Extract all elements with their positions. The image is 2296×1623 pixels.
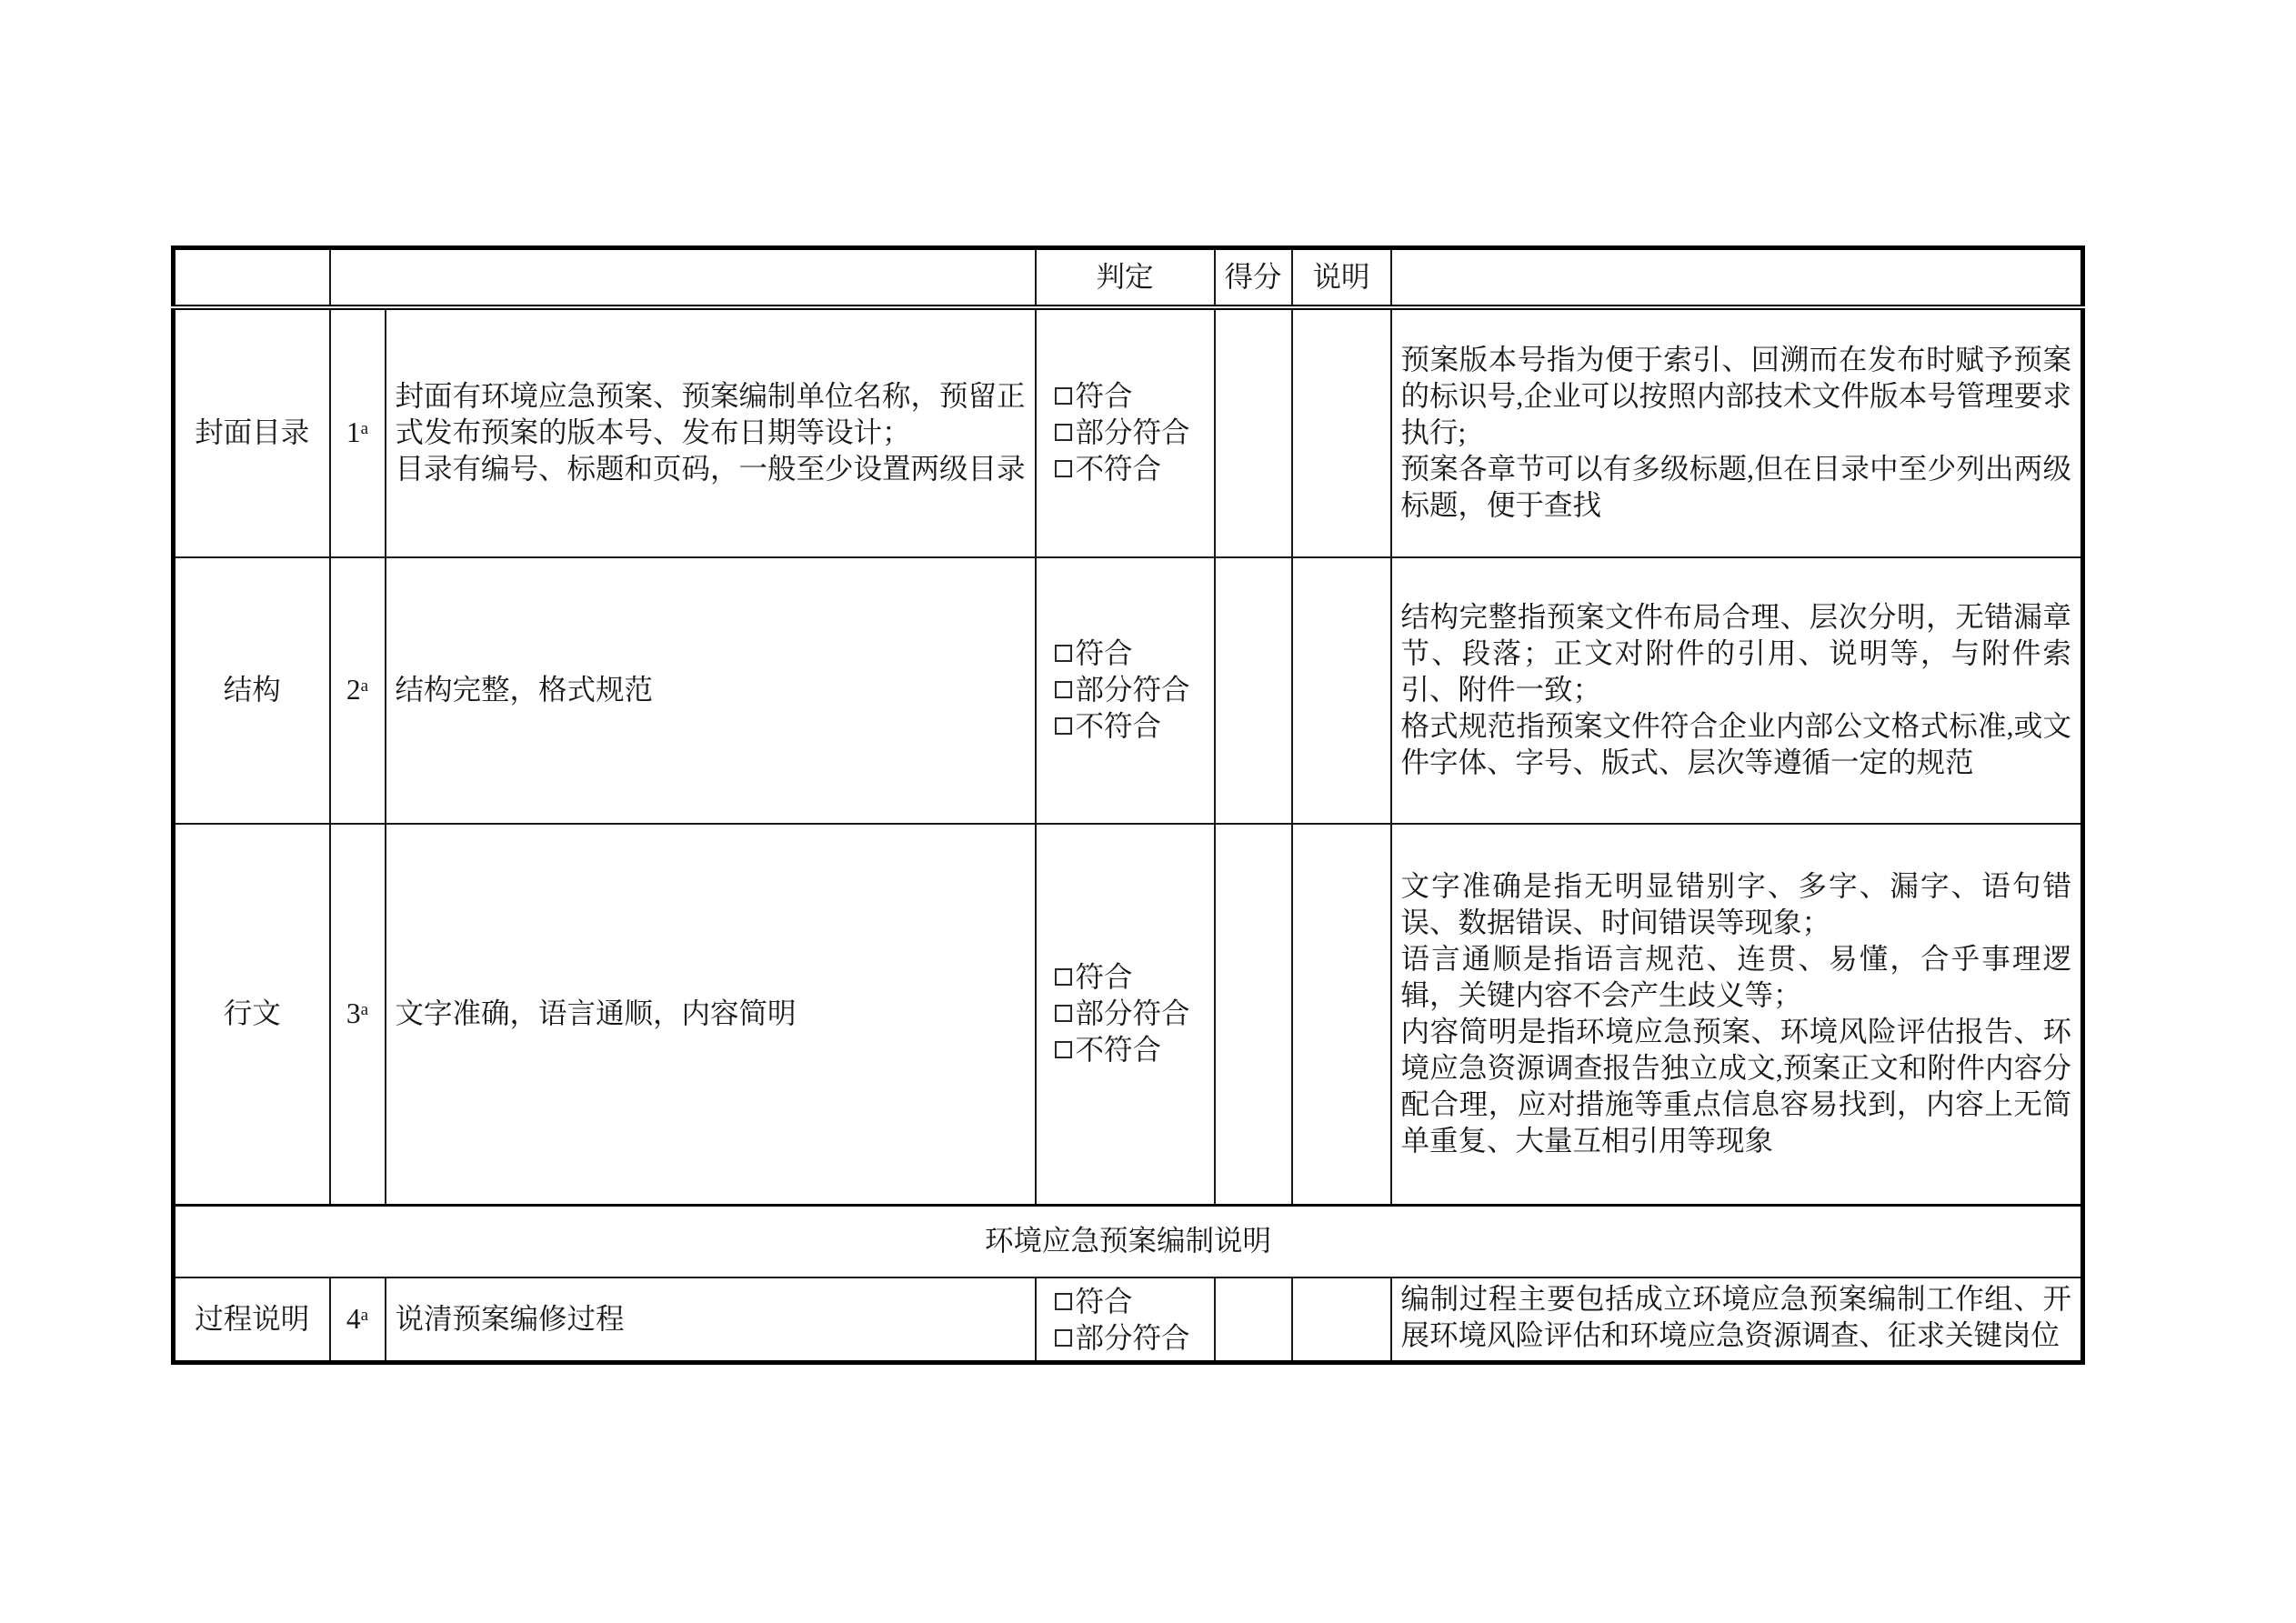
row-category: 封面目录: [174, 307, 330, 557]
checkbox-icon[interactable]: [1055, 1293, 1072, 1310]
judgment-option-label: 符合: [1075, 637, 1133, 669]
header-description-blank: [330, 248, 1036, 307]
remark-cell: [1391, 824, 2083, 1206]
checkbox-icon[interactable]: [1055, 424, 1072, 441]
remark-paragraph: 内容简明是指环境应急预案、环境风险评估报告、环境应急资源调查报告独立成文,预案正文和附件内容分配合理，应对措施等重点信息容易找到，内容上无简单重复、大量互相引用等现象: [1400, 1016, 2071, 1157]
row-number-superscript: a: [360, 676, 369, 696]
row-number-value: 2: [346, 674, 361, 706]
header-category-blank: [174, 248, 330, 307]
row-description: [386, 824, 1036, 1206]
judgment-option: [1055, 451, 1214, 487]
checkbox-icon[interactable]: [1055, 681, 1072, 698]
checkbox-icon[interactable]: [1055, 645, 1072, 662]
table-row: [174, 824, 2083, 1206]
note-cell: [1292, 824, 1391, 1206]
remark-paragraph: 预案版本号指为便于索引、回溯而在发布时赋予预案的标识号,企业可以按照内部技术文件版本号管理要求执行;: [1400, 344, 2071, 448]
judgment-options: [1036, 824, 1215, 1206]
score-cell: [1215, 1277, 1292, 1363]
remark-paragraph: 格式规范指预案文件符合企业内部公文格式标准,或文件字体、字号、版式、层次等遵循一定的规范: [1400, 710, 2071, 778]
row-category: 行文: [174, 824, 330, 1206]
table-row: [174, 557, 2083, 824]
row-number: [330, 1277, 386, 1363]
row-description: [386, 557, 1036, 824]
score-cell: [1215, 557, 1292, 824]
note-cell: [1292, 557, 1391, 824]
judgment-option: [1055, 636, 1214, 672]
judgment-option-label: 符合: [1075, 961, 1133, 994]
judgment-option: [1055, 415, 1214, 451]
checkbox-icon[interactable]: [1055, 1041, 1072, 1058]
remark-cell: [1391, 1277, 2083, 1363]
checkbox-icon[interactable]: [1055, 460, 1072, 477]
description-paragraph: 封面有环境应急预案、预案编制单位名称，预留正式发布预案的版本号、发布日期等设计；: [395, 380, 1026, 448]
remark-paragraph: 编制过程主要包括成立环境应急预案编制工作组、开展环境风险评估和环境应急资源调查、征求关键岗位: [1400, 1282, 2071, 1351]
row-category: 结构: [174, 557, 330, 824]
judgment-option-label: 部分符合: [1075, 674, 1190, 706]
header-row: [174, 248, 2083, 307]
judgment-option-label: 不符合: [1075, 1034, 1162, 1067]
row-number: [330, 824, 386, 1206]
row-description: [386, 1277, 1036, 1363]
remark-paragraph: 预案各章节可以有多级标题,但在目录中至少列出两级标题，便于查找: [1400, 453, 2071, 521]
judgment-option-label: 部分符合: [1075, 1321, 1190, 1354]
section-title: 环境应急预案编制说明: [174, 1206, 2083, 1277]
remark-paragraph: 结构完整指预案文件布局合理、层次分明，无错漏章节、段落；正文对附件的引用、说明等，与附件索引、附件一致；: [1400, 601, 2071, 706]
header-note: 说明: [1292, 248, 1391, 307]
row-number-superscript: a: [360, 1305, 369, 1325]
section-row: [174, 1206, 2083, 1277]
judgment-option: [1055, 1320, 1214, 1357]
note-cell: [1292, 307, 1391, 557]
judgment-options: [1036, 307, 1215, 557]
judgment-option: [1055, 959, 1214, 996]
judgment-option: [1055, 1032, 1214, 1068]
row-number: [330, 557, 386, 824]
judgment-option: [1055, 672, 1214, 708]
judgment-option: [1055, 708, 1214, 745]
checkbox-icon[interactable]: [1055, 387, 1072, 405]
description-paragraph: 目录有编号、标题和页码，一般至少设置两级目录: [395, 453, 1026, 485]
assessment-table: [171, 245, 2085, 1365]
remark-paragraph: 文字准确是指无明显错别字、多字、漏字、语句错误、数据错误、时间错误等现象；: [1400, 870, 2071, 939]
checkbox-icon[interactable]: [1055, 717, 1072, 735]
row-description: [386, 307, 1036, 557]
header-judgment: 判定: [1036, 248, 1215, 307]
judgment-option: [1055, 378, 1214, 415]
row-number-superscript: a: [360, 1000, 369, 1020]
header-remark-blank: [1391, 248, 2083, 307]
judgment-option-label: 符合: [1075, 380, 1133, 412]
description-paragraph: 文字准确，语言通顺，内容简明: [395, 997, 797, 1030]
row-category: 过程说明: [174, 1277, 330, 1363]
judgment-option-label: 符合: [1075, 1285, 1133, 1317]
score-cell: [1215, 307, 1292, 557]
judgment-options: [1036, 557, 1215, 824]
row-number-superscript: a: [360, 419, 369, 438]
score-cell: [1215, 824, 1292, 1206]
checkbox-icon[interactable]: [1055, 1329, 1072, 1347]
checkbox-icon[interactable]: [1055, 1005, 1072, 1022]
row-number-value: 3: [346, 997, 361, 1030]
judgment-option-label: 部分符合: [1075, 416, 1190, 448]
judgment-option-label: 不符合: [1075, 453, 1162, 485]
row-number-value: 4: [346, 1302, 361, 1335]
judgment-option-label: 不符合: [1075, 710, 1162, 742]
description-paragraph: 结构完整，格式规范: [395, 674, 654, 706]
table-row: [174, 1277, 2083, 1363]
judgment-option: [1055, 996, 1214, 1032]
judgment-option-label: 部分符合: [1075, 997, 1190, 1030]
checkbox-icon[interactable]: [1055, 968, 1072, 986]
remark-cell: [1391, 557, 2083, 824]
table-row: [174, 307, 2083, 557]
judgment-options: [1036, 1277, 1215, 1363]
row-number: [330, 307, 386, 557]
description-paragraph: 说清预案编修过程: [395, 1302, 625, 1335]
remark-paragraph: 语言通顺是指语言规范、连贯、易懂，合乎事理逻辑，关键内容不会产生歧义等；: [1400, 943, 2071, 1012]
remark-cell: [1391, 307, 2083, 557]
note-cell: [1292, 1277, 1391, 1363]
row-number-value: 1: [346, 416, 361, 448]
judgment-option: [1055, 1284, 1214, 1320]
header-score: 得分: [1215, 248, 1292, 307]
